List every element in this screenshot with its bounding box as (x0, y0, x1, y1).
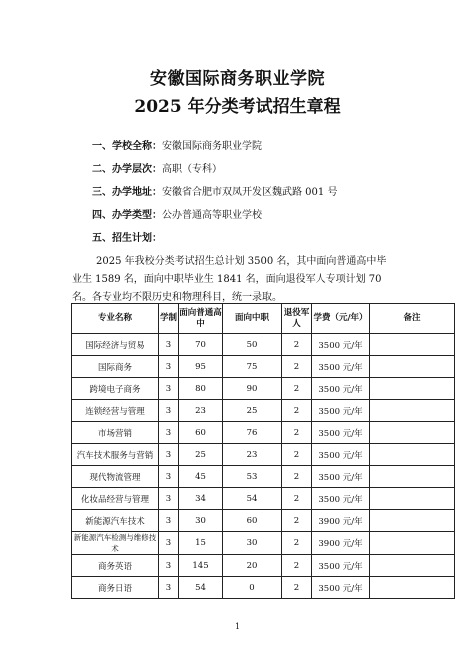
cell-veteran: 2 (282, 532, 312, 555)
cell-highschool: 60 (179, 422, 223, 444)
table-row (72, 378, 455, 400)
cell-years: 3 (159, 510, 179, 532)
cell-highschool: 45 (179, 466, 223, 488)
cell-highschool: 145 (179, 555, 223, 577)
cell-veteran: 2 (282, 488, 312, 510)
cell-highschool: 70 (179, 334, 223, 356)
header-veteran: 退役军人 (282, 304, 312, 334)
info-label: 三、办学地址： (92, 187, 162, 198)
table-row (72, 400, 455, 422)
header-years: 学制 (159, 304, 179, 334)
cell-veteran: 2 (282, 555, 312, 577)
cell-vocational: 50 (223, 334, 282, 356)
info-label: 四、办学类型： (92, 210, 162, 221)
cell-veteran: 2 (282, 378, 312, 400)
cell-fee: 3500 元/年 (312, 422, 370, 444)
cell-vocational: 23 (223, 444, 282, 466)
cell-major: 市场营销 (72, 422, 159, 444)
cell-veteran: 2 (282, 444, 312, 466)
cell-veteran: 2 (282, 400, 312, 422)
cell-fee: 3500 元/年 (312, 400, 370, 422)
cell-fee: 3500 元/年 (312, 488, 370, 510)
cell-remark (370, 555, 455, 577)
plan-text-line: 2025 年我校分类考试招生总计划 3500 名，其中面向普通高中毕 (96, 256, 387, 267)
cell-remark (370, 444, 455, 466)
cell-years: 3 (159, 444, 179, 466)
cell-remark (370, 577, 455, 599)
cell-years: 3 (159, 488, 179, 510)
cell-fee: 3500 元/年 (312, 577, 370, 599)
cell-remark (370, 378, 455, 400)
header-highschool: 面向普通高中 (179, 304, 223, 334)
cell-highschool: 30 (179, 510, 223, 532)
info-enrollment-plan (92, 232, 162, 245)
cell-vocational: 30 (223, 532, 282, 555)
info-education-level (92, 163, 222, 176)
cell-fee: 3500 元/年 (312, 378, 370, 400)
cell-major: 新能源汽车技术 (72, 510, 159, 532)
cell-remark (370, 356, 455, 378)
cell-highschool: 80 (179, 378, 223, 400)
table-row (72, 422, 455, 444)
cell-vocational: 25 (223, 400, 282, 422)
cell-years: 3 (159, 334, 179, 356)
cell-fee: 3500 元/年 (312, 334, 370, 356)
cell-major: 国际商务 (72, 356, 159, 378)
header-remark: 备注 (370, 304, 455, 334)
cell-years: 3 (159, 577, 179, 599)
cell-fee: 3500 元/年 (312, 466, 370, 488)
table-row (72, 577, 455, 599)
cell-fee: 3900 元/年 (312, 510, 370, 532)
cell-vocational: 0 (223, 577, 282, 599)
cell-fee: 3500 元/年 (312, 444, 370, 466)
cell-remark (370, 532, 455, 555)
cell-major: 连锁经营与管理 (72, 400, 159, 422)
cell-veteran: 2 (282, 466, 312, 488)
cell-major: 汽车技术服务与营销 (72, 444, 159, 466)
cell-remark (370, 400, 455, 422)
cell-vocational: 20 (223, 555, 282, 577)
table-row (72, 510, 455, 532)
table-header-row (72, 304, 455, 334)
cell-veteran: 2 (282, 356, 312, 378)
header-major: 专业名称 (72, 304, 159, 334)
table-row (72, 532, 455, 555)
info-school-type (92, 209, 262, 222)
cell-major: 现代物流管理 (72, 466, 159, 488)
cell-highschool: 15 (179, 532, 223, 555)
cell-highschool: 25 (179, 444, 223, 466)
cell-major: 新能源汽车检测与维修技术 (72, 532, 159, 555)
document-title: 安徽国际商务职业学院 (150, 69, 325, 89)
document-subtitle: 2025 年分类考试招生章程 (134, 97, 341, 117)
cell-vocational: 75 (223, 356, 282, 378)
header-vocational: 面向中职 (223, 304, 282, 334)
cell-years: 3 (159, 555, 179, 577)
cell-years: 3 (159, 466, 179, 488)
cell-vocational: 54 (223, 488, 282, 510)
info-label: 二、办学层次： (92, 164, 162, 175)
cell-vocational: 53 (223, 466, 282, 488)
cell-years: 3 (159, 422, 179, 444)
cell-vocational: 90 (223, 378, 282, 400)
cell-highschool: 34 (179, 488, 223, 510)
info-school-name (92, 140, 262, 153)
cell-years: 3 (159, 356, 179, 378)
cell-highschool: 95 (179, 356, 223, 378)
cell-highschool: 23 (179, 400, 223, 422)
enrollment-table (71, 303, 455, 599)
info-value: 高职（专科） (162, 164, 222, 175)
cell-major: 商务日语 (72, 577, 159, 599)
info-address (92, 186, 337, 199)
cell-remark (370, 510, 455, 532)
header-fee: 学费（元/年） (312, 304, 370, 334)
cell-remark (370, 488, 455, 510)
plan-text-line: 名。各专业均不限历史和物理科目，统一录取。 (72, 292, 282, 303)
cell-major: 国际经济与贸易 (72, 334, 159, 356)
info-label: 一、学校全称： (92, 141, 162, 152)
cell-veteran: 2 (282, 334, 312, 356)
info-label: 五、招生计划： (92, 233, 162, 244)
cell-fee: 3900 元/年 (312, 532, 370, 555)
cell-years: 3 (159, 400, 179, 422)
cell-vocational: 76 (223, 422, 282, 444)
plan-text-line: 业生 1589 名，面向中职毕业生 1841 名，面向退役军人专项计划 70 (72, 274, 382, 285)
table-row (72, 334, 455, 356)
table-row (72, 356, 455, 378)
cell-years: 3 (159, 532, 179, 555)
cell-remark (370, 334, 455, 356)
cell-veteran: 2 (282, 510, 312, 532)
cell-major: 化妆品经营与管理 (72, 488, 159, 510)
cell-major: 商务英语 (72, 555, 159, 577)
cell-fee: 3500 元/年 (312, 356, 370, 378)
cell-major: 跨境电子商务 (72, 378, 159, 400)
table-row (72, 555, 455, 577)
cell-veteran: 2 (282, 577, 312, 599)
cell-years: 3 (159, 378, 179, 400)
cell-remark (370, 422, 455, 444)
page-number: 1 (234, 622, 241, 631)
cell-veteran: 2 (282, 422, 312, 444)
table-row (72, 466, 455, 488)
info-value: 安徽省合肥市双凤开发区魏武路 001 号 (162, 187, 338, 198)
table-row (72, 488, 455, 510)
cell-vocational: 60 (223, 510, 282, 532)
info-value: 安徽国际商务职业学院 (162, 141, 262, 152)
cell-remark (370, 466, 455, 488)
table-row (72, 444, 455, 466)
info-value: 公办普通高等职业学校 (162, 210, 262, 221)
cell-highschool: 54 (179, 577, 223, 599)
cell-fee: 3500 元/年 (312, 555, 370, 577)
